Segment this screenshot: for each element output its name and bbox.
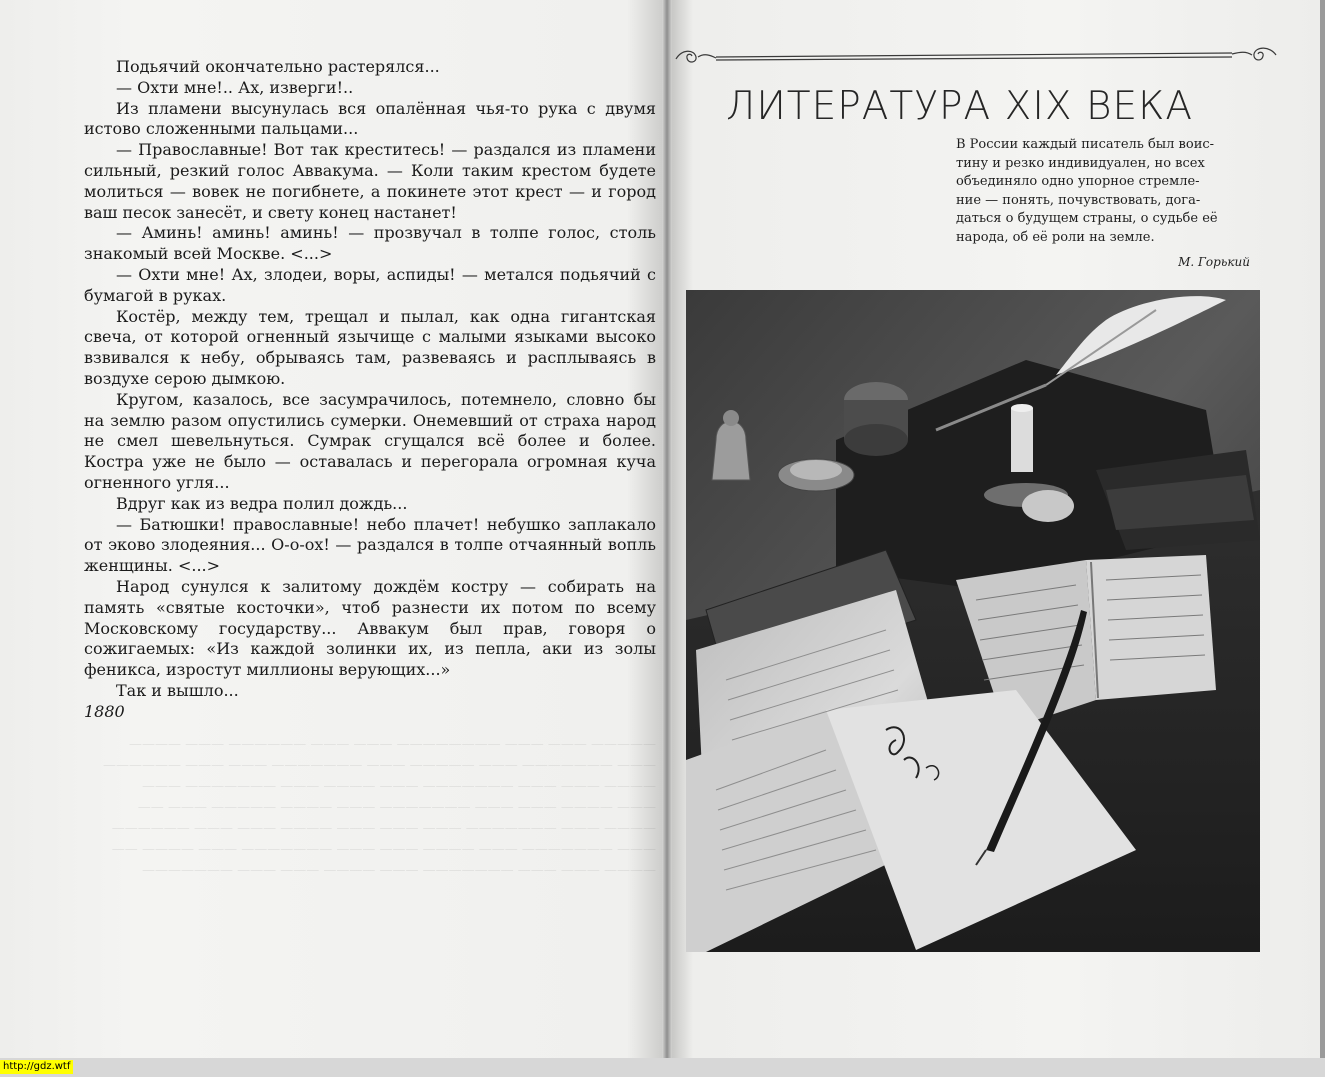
- paragraph: — Охти мне!.. Ах, изверги!..: [116, 77, 354, 97]
- epigraph-line: даться о будущем страны, о судьбе её: [956, 211, 1218, 227]
- paragraph: — Православные! Вот так креститесь! — раздался из пламени сильный, резкий голос Аввакума. — Коли таким крестом будете молиться — вовек не погибнете, а покинете этот крест — и город ваш песок занесёт, и свету конец настанет!: [84, 140, 656, 222]
- epigraph-line: тину и резко индивидуален, но всех: [956, 155, 1205, 171]
- paragraph: Подьячий окончательно растерялся...: [116, 57, 440, 76]
- section-title: ЛИТЕРАТУРА XIX ВЕКА: [726, 84, 1194, 129]
- epigraph-line: ние — понять, почувствовать, дога-: [956, 192, 1201, 208]
- paragraph: Костёр, между тем, трещал и пылал, как одна гигантская свеча, от которой огненный язычище с малыми языками высоко взвивался к небу, обрываясь там, развеваясь и расплываясь в воздухе серою дымкою.: [84, 306, 656, 388]
- paragraph: Народ сунулся к залитому дождём костру — собирать на память «святые косточки», чтоб разнести их потом по всему Московскому государству... Аввакум был прав, говоря о сожигаемых: «Из каждой золинки их, из пепла, аки из золы феникса, изростут миллионы верующих...»: [84, 576, 656, 680]
- left-page: [0, 0, 667, 1058]
- epigraph-line: объединяло одно упорное стремле-: [956, 174, 1200, 190]
- still-life-photo: [686, 290, 1260, 952]
- decorative-rule-ornament: [672, 44, 1280, 72]
- book-gutter: [662, 0, 672, 1058]
- paragraph: Вдруг как из ведра полил дождь...: [116, 493, 408, 513]
- paragraph: — Батюшки! православные! небо плачет! небушко заплакало от эково злодеяния... О-о-ох! — раздался в толпе отчаянный вопль женщины. <...>: [84, 514, 656, 576]
- paragraph: Из пламени высунулась вся опалённая чья-то рука с двумя истово сложенными пальцами...: [84, 98, 656, 139]
- epigraph-line: народа, об её роли на земле.: [956, 229, 1155, 245]
- story-date: 1880: [84, 701, 125, 721]
- epigraph-author: М. Горький: [1178, 254, 1250, 269]
- paragraph: — Аминь! аминь! аминь! — прозвучал в толпе голос, столь знакомый всей Москве. <...>: [84, 223, 656, 264]
- scan-bottom-strip: [0, 1058, 1325, 1077]
- paragraph: — Охти мне! Ах, злодеи, воры, аспиды! — метался подьячий с бумагой в руках.: [84, 264, 656, 305]
- watermark-label[interactable]: http://gdz.wtf: [0, 1060, 73, 1074]
- paragraph: Кругом, казалось, все засумрачилось, потемнело, словно бы на землю разом опустились сумерки. Онемевший от страха народ не смел шевельнуться. Сумрак сгущался всё более и более. Костра уже не было — оставалась и перегорала огромная куча огненного угля...: [84, 389, 656, 492]
- epigraph-line: В России каждый писатель был воис-: [956, 137, 1215, 152]
- story-text: [84, 57, 656, 723]
- paragraph: Так и вышло...: [116, 680, 239, 700]
- show-through-texture: ————— ——— ——— ———————— ——— ——— —————— ——— ———— ——— ——————— ——— ————— ——— ——————— ——— ——— —————— ———— ——— ——— ——————— ——— ———— ——— ——————— ——— ——— ———— ——— ——— ——————— ——— ———— ————— ——— —— ———— ——— ——————— ——— ——— ——— ———— ——— ——— —————— ——— ——————— ——— ———— ——— ——— ——————— ——— ———— —— ———— ——— ——— ——————— ——— ———— ——— ——— ———————: [102, 737, 656, 878]
- epigraph: [956, 136, 1250, 271]
